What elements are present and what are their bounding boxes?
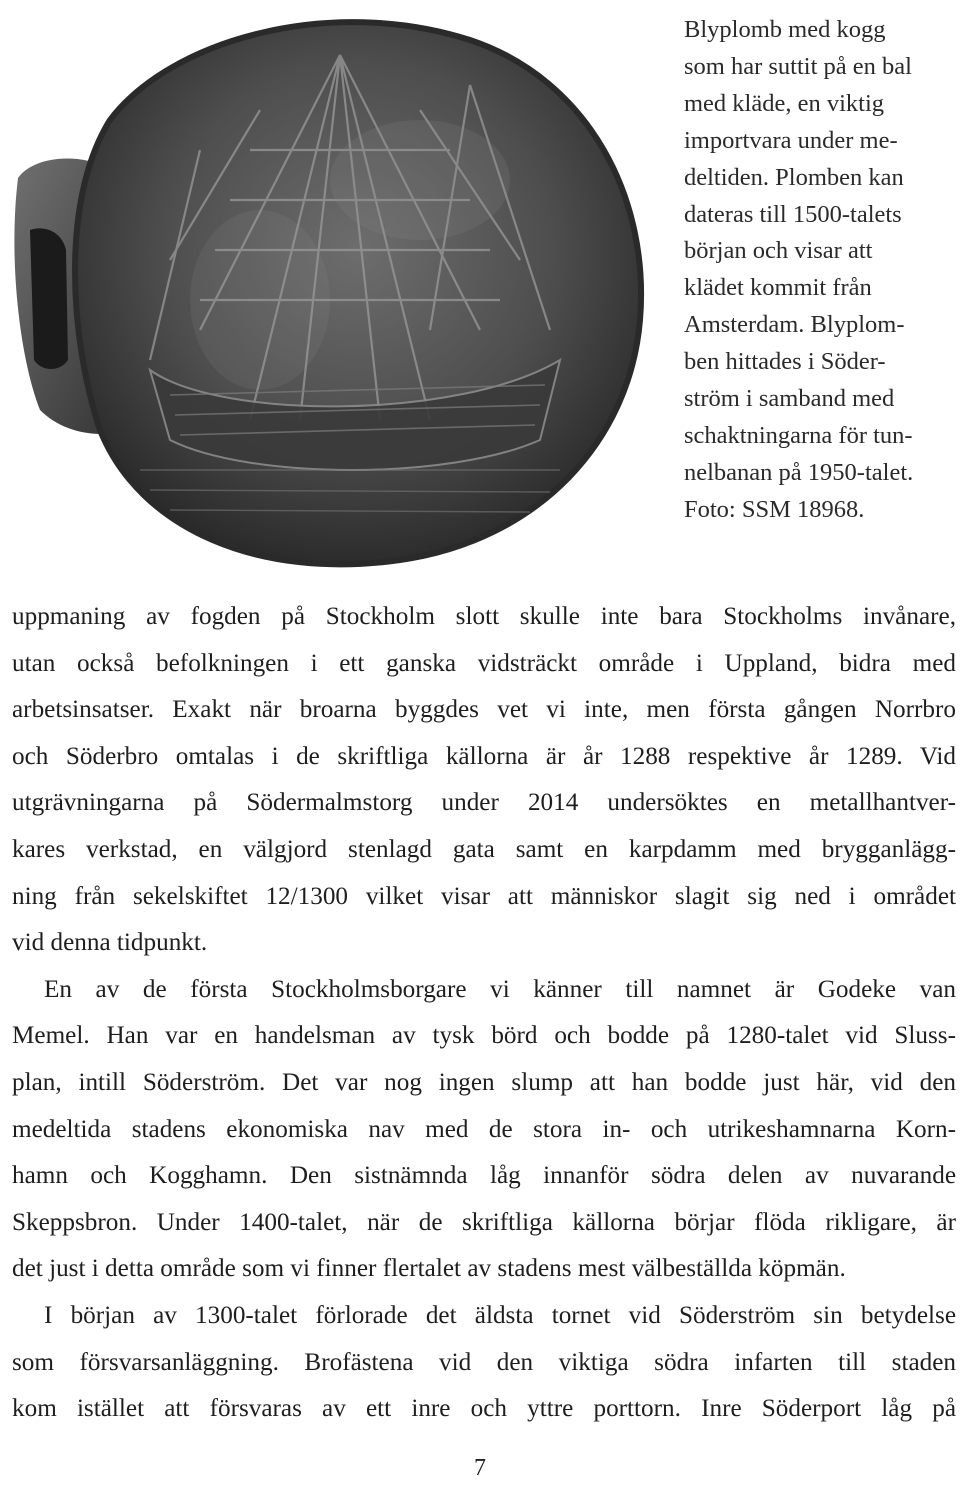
body-line: som försvarsanläggning. Brofästena vid den viktiga södra infarten till staden (12, 1348, 956, 1376)
caption-line: ben hittades i Söder- (684, 348, 886, 376)
body-line: hamn och Kogghamn. Den sistnämnda låg innanför södra delen av nuvarande (12, 1162, 956, 1190)
body-line: det just i detta område som vi finner flertalet av stadens mest välbeställda köpmän. (12, 1255, 846, 1283)
body-line: uppmaning av fogden på Stockholm slott skulle inte bara Stockholms invånare, (12, 603, 956, 630)
body-text (12, 594, 956, 1433)
body-line: I början av 1300-talet förlorade det äldsta tornet vid Söderström sin betydelse (44, 1301, 956, 1329)
photo-caption (684, 12, 954, 529)
caption-line: Amsterdam. Blyplom- (684, 311, 905, 339)
body-line: kom istället att försvaras av ett inre och yttre porttorn. Inre Söderport låg på (12, 1395, 956, 1423)
caption-line: Foto: SSM 18968. (684, 495, 865, 523)
caption-line: som har suttit på en bal (684, 52, 912, 80)
body-line: plan, intill Söderström. Det var nog ingen slump att han bodde just här, vid den (12, 1068, 956, 1096)
body-line: Skeppsbron. Under 1400-talet, när de skriftliga källorna börjar flöda rikligare, är (12, 1208, 956, 1236)
body-line: Memel. Han var en handelsman av tysk börd och bodde på 1280-talet vid Sluss- (12, 1022, 956, 1050)
body-line: och Söderbro omtalas i de skriftliga källorna är år 1288 respektive år 1289. Vid (12, 742, 956, 770)
body-line: kares verkstad, en välgjord stenlagd gata samt en karpdamm med brygganlägg- (12, 835, 956, 863)
page-number: 7 (474, 1455, 486, 1481)
caption-line: Blyplomb med kogg (684, 16, 886, 43)
lead-seal-photo (0, 0, 670, 580)
body-line: utgrävningarna på Södermalmstorg under 2014 undersöktes en metallhantver- (12, 789, 956, 817)
body-line: ning från sekelskiftet 12/1300 vilket visar att människor slagit sig ned i området (12, 882, 956, 910)
caption-line: deltiden. Plomben kan (684, 163, 904, 191)
caption-line: klädet kommit från (684, 274, 872, 302)
body-line: vid denna tidpunkt. (12, 929, 208, 957)
body-line: arbetsinsatser. Exakt när broarna byggdes vet vi inte, men första gången Norrbro (12, 696, 956, 724)
caption-line: med kläde, en viktig (684, 89, 885, 117)
caption-line: dateras till 1500-talets (684, 200, 902, 228)
caption-line: ström i samband med (684, 385, 895, 413)
caption-line: schaktningarna för tun- (684, 421, 913, 449)
body-line: En av de första Stockholmsborgare vi känner till namnet är Godeke van (44, 975, 956, 1003)
body-line: medeltida stadens ekonomiska nav med de stora in- och utrikeshamnarna Korn- (12, 1115, 956, 1143)
caption-line: början och visar att (684, 237, 873, 265)
caption-line: importvara under me- (684, 126, 898, 154)
body-line: utan också befolkningen i ett ganska vidsträckt område i Uppland, bidra med (12, 649, 956, 677)
caption-line: nelbanan på 1950-talet. (684, 458, 914, 486)
